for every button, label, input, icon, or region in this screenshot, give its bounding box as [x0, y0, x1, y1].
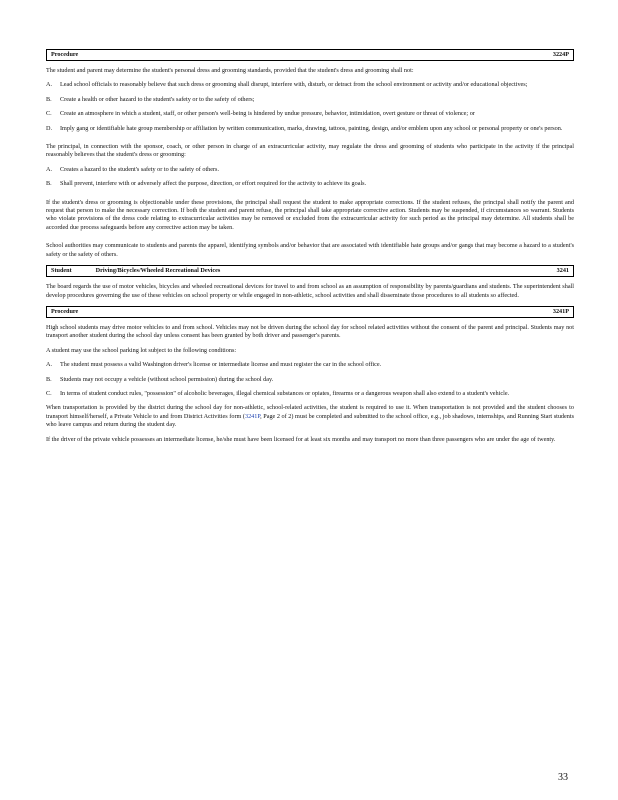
list-item — [46, 125, 574, 133]
list-text: Shall prevent, interfere with or adversely affect the purpose, direction, or effort required for the activity to achieve its goals. — [60, 180, 367, 188]
list-label: A. — [46, 361, 53, 369]
paragraph: The principal, in connection with the sponsor, coach, or other person in charge of an extracurricular activity, may regulate the dress and grooming of students who participate in the activity if the principal reasonably believes that the student's dress or grooming: — [46, 143, 574, 159]
section-title: Procedure — [51, 307, 79, 315]
list-item — [46, 180, 574, 188]
section-code: 3241 — [556, 267, 569, 275]
document-page — [46, 49, 574, 450]
list-item — [46, 166, 574, 174]
section-header-3241p — [46, 306, 574, 318]
paragraph: High school students may drive motor vehicles to and from school. Vehicles may not be driven during the school day for school related activities without the consent of the parent and principal. Students may not transport another student during the school day unless consent has been granted by both driver and passenger's parents. — [46, 323, 574, 340]
list-text: Create an atmosphere in which a student, staff, or other person's well-being is hindered by undue pressure, behavior, intimidation, overt gesture or threat of violence; or — [60, 110, 475, 118]
list-text: Create a health or other hazard to the student's safety or to the safety of others; — [60, 95, 255, 103]
paragraph-text: When transportation is provided by the district during the school day for non-athletic, school-related activities, the student is required to use it. When transportation is not provided and the student chooses to transport himself/herself, a Private Vehicle to and from District Activities form ( — [46, 404, 574, 420]
form-link[interactable]: 3241P — [244, 412, 261, 420]
list-item — [46, 390, 574, 398]
list-label: B. — [46, 180, 52, 188]
list-item — [46, 96, 574, 104]
section-title: Procedure — [51, 51, 79, 58]
section-code: 3224P — [552, 51, 569, 58]
paragraph: The student and parent may determine the student's personal dress and grooming standards, provided that the student's dress and grooming shall not: — [46, 67, 414, 74]
list-label: A. — [46, 81, 53, 89]
paragraph: If the driver of the private vehicle possesses an intermediate license, he/she must have been licensed for at least six months and may transport no more than three passengers who are under the age of twenty. — [46, 435, 556, 443]
list-item — [46, 81, 574, 89]
page-number: 33 — [558, 772, 568, 783]
section-header-3241 — [46, 265, 574, 277]
list-text: In terms of student conduct rules, "possession" of alcoholic beverages, illegal chemical substances or opiates, firearms or a dangerous weapon shall also extend to a student's vehicle. — [60, 389, 510, 397]
section-subtitle: Driving/Bicycles/Wheeled Recreational Devices — [95, 267, 221, 275]
list-text: Imply gang or identifiable hate group membership or affiliation by written communication, marks, drawing, tattoos, painting, design, and/or emblem upon any school or personal property or one's person. — [60, 124, 563, 132]
list-text: Students may not occupy a vehicle (without school permission) during the school day. — [60, 375, 274, 383]
list-label: B. — [46, 95, 52, 103]
paragraph: The board regards the use of motor vehicles, bicycles and wheeled recreational devices for travel to and from school as an assumption of responsibility by parents/guardians and students. The superintendent shall develop procedures governing the use of these vehicles on school property or while engaged in non-athletic, school activities and shall disseminate those procedures to all students so affected. — [46, 283, 574, 299]
list-text: The student must possess a valid Washington driver's license or intermediate license and must register the car in the school office. — [60, 361, 382, 369]
paragraph: A student may use the school parking lot subject to the following conditions: — [46, 346, 237, 354]
paragraph — [46, 404, 574, 429]
paragraph: If the student's dress or grooming is objectionable under these provisions, the principal shall request the student to make appropriate corrections. If the student refuses, the principal shall notify the parent and request that person to make the necessary correction. If both the student and parent refuse, the principal shall take appropriate corrective action. Students may be suspended, if circumstances so warrant. Students who violate provisions of the dress code relating to extracurricular activities may be removed or excluded from the extracurricular activity for such period as the principal may determine. All students shall be accorded due process safeguards before any corrective action may be taken. — [46, 198, 574, 231]
section-code: 3241P — [552, 307, 569, 315]
list-label: D. — [46, 124, 53, 132]
list-text: Lead school officials to reasonably believe that such dress or grooming shall disrupt, interfere with, disturb, or detract from the school environment or activity and/or educational objectives; — [60, 81, 528, 89]
section-header-3224p — [46, 49, 574, 61]
paragraph-text: , Page 2 of 2) must be completed and submitted to the school office, e.g., job shadows, internships, and Running Start students who leave campus and return during the student day. — [46, 412, 574, 429]
list-label: C. — [46, 389, 52, 397]
list-label: A. — [46, 165, 53, 173]
list-item — [46, 376, 574, 384]
list-item — [46, 110, 574, 118]
list-item — [46, 361, 574, 369]
list-label: B. — [46, 375, 52, 383]
paragraph: School authorities may communicate to students and parents the apparel, identifying symbols and/or behavior that are associated with identifiable hate groups and/or gangs that may become a hazard to a student's safety or the safety of others. — [46, 242, 574, 258]
list-text: Creates a hazard to the student's safety or to the safety of others. — [60, 165, 220, 173]
section-title: Student — [51, 267, 72, 275]
list-label: C. — [46, 110, 52, 118]
